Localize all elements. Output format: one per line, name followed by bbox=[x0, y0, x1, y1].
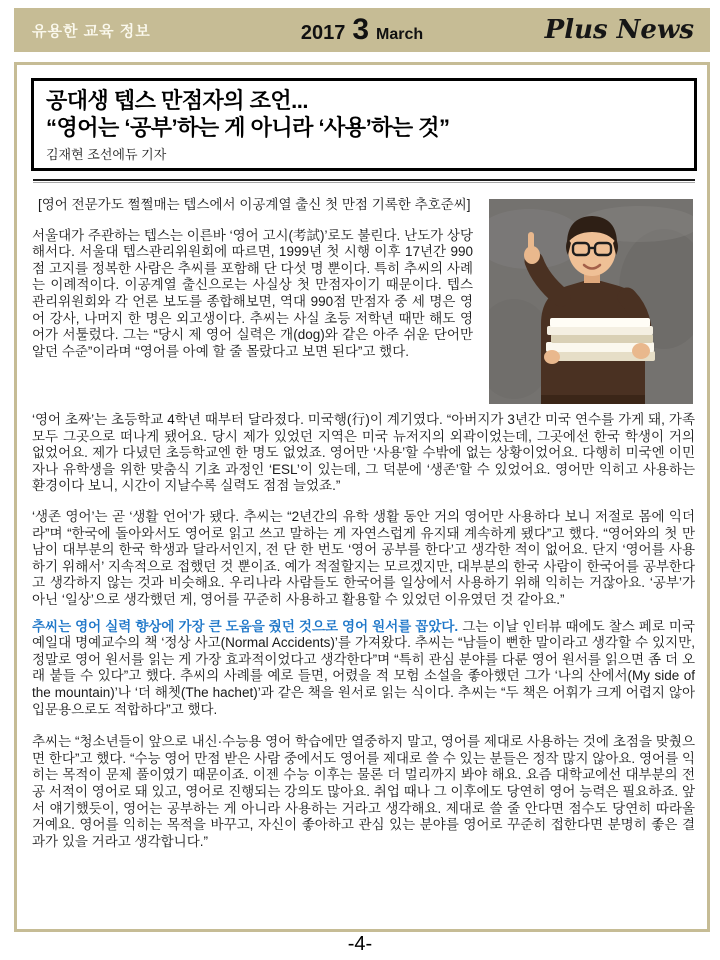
page-number: -4- bbox=[347, 933, 373, 955]
article-title-box bbox=[31, 78, 697, 171]
article-byline: 김재현 조선에듀 기자 bbox=[46, 147, 167, 163]
paragraph-4 bbox=[32, 619, 695, 719]
portrait-man-with-books-icon bbox=[489, 199, 693, 404]
article-title-line1: 공대생 텝스 만점자의 조언... bbox=[46, 88, 308, 113]
article-body bbox=[32, 197, 695, 850]
article-photo bbox=[489, 199, 693, 404]
paragraph-4-rest: 그는 이날 인터뷰 때에도 찰스 페로 미국 예일대 명예교수의 책 ‘정상 사고(Normal Accidents)’를 가져왔다. 추씨는 “남들이 뻔한 말이라고 생각할 수 있지만, 정말로 영어 원서를 읽는 게 가장 효과적이었다고 생각한다”며 “특히 관심 분야를 다룬 영어 원서를 읽으면 좀 더 오래 붙들 수 있다”고 했다. 추씨의 사례를 예로 들면, 어렸을 적 모험 소설을 좋아했던 그가 ‘나의 산에서(My side of the mountain)’나 ‘더 해쳇(The hachet)’과 같은 책을 원서로 읽는 식이다. 추씨는 “두 책은 어휘가 크게 어렵지 않아 입문용으로도 적합하다”고 했다. bbox=[32, 618, 695, 717]
brand-logo-text: Plus News bbox=[544, 15, 694, 45]
paragraph-2: ‘영어 초짜’는 초등학교 4학년 때부터 달라졌다. 미국행(行)이 계기였다. “아버지가 3년간 미국 연수를 가게 돼, 가족 모두 그곳으로 떠나게 됐어요. 당시 제가 있었던 지역은 미국 뉴저지의 외곽이었는데, 그곳에선 한국 학생이 거의 없었어요. 제가 다녔던 초등학교엔 한 명도 없었죠. 영어만 ‘사용’할 수밖에 없는 상황이었어요. 다행히 미국엔 이민자나 유학생을 위한 맞춤식 기초 과정인 ‘ESL’이 있는데, 그 덕분에 ‘생존’할 수 있었어요. 영어만 익히고 사용하는 환경이다 보니, 시간이 지날수록 실력도 점점 늘었죠.” bbox=[32, 412, 695, 494]
paragraph-3: ‘생존 영어’는 곧 ‘생활 언어’가 됐다. 추씨는 “2년간의 유학 생활 동안 거의 영어만 사용하다 보니 저절로 몸에 익더라”며 “한국에 돌아와서도 영어로 읽고 쓰고 말하는 게 자연스럽게 유지돼 계속하게 됐다”고 했다. “영어와의 첫 만남이 대부분의 한국 학생과 달라서인지, 전 단 한 번도 ‘영어 공부를 한다’고 생각한 적이 없어요. 단지 ‘영어를 사용하기 위해서’ 지속적으로 접했던 것 뿐이죠. 예가 적절할지는 모르겠지만, 대부분의 한국 사람이 한국어를 공부한다고 생각하지 않는 것과 비슷해요. 우리나라 사람들도 한국어를 일상에서 사용하기 위해 익히는 거잖아요. ‘공부’가 아닌 ‘일상’으로 생각했던 게, 영어를 꾸준히 사용하고 활용할 수 있었던 이유였던 것 같아요.” bbox=[32, 509, 696, 608]
header-month-number: 3 bbox=[352, 13, 370, 46]
header-section-label: 유용한 교육 정보 bbox=[32, 22, 151, 40]
paragraph-4-lead: 추씨는 영어 실력 향상에 가장 큰 도움을 줬던 것으로 영어 원서를 꼽았다. bbox=[32, 618, 459, 634]
article-title-line2: “영어는 ‘공부’하는 게 아니라 ‘사용’하는 것” bbox=[46, 115, 450, 141]
paragraph-5: 추씨는 “청소년들이 앞으로 내신·수능용 영어 학습에만 열중하지 말고, 영어를 제대로 사용하는 것에 초점을 맞췄으면 한다”고 했다. “수능 영어 만점 받은 사람 중에서도 영어를 제대로 쓸 수 있는 분들은 정작 많지 않아요. 영어를 익히는 목적이 문제 풀이였기 때문이죠. 이젠 수능 이후는 물론 더 멀리까지 봐야 해요. 요즘 대학교에선 대부분의 전공 서적이 영어로 돼 있고, 영어로 진행되는 강의도 많아요. 취업 때나 그 이후에도 당연히 영어 능력은 필요하죠. 앞서 얘기했듯이, 영어는 공부하는 게 아니라 사용하는 거라고 생각해요. 제대로 쓸 줄 안다면 점수도 당연히 따라올 거예요. 영어를 익히는 목적을 바꾸고, 자신이 좋아하고 관심 있는 분야를 영어로 꾸준히 접한다면 분명히 좋은 결과가 있을 거라고 생각합니다.” bbox=[32, 734, 695, 849]
paragraph-1: 서울대가 주관하는 텝스는 이른바 ‘영어 고시(考試)’로도 불린다. 난도가 상당해서다. 서울대 텝스관리위원회에 따르면, 1999년 첫 시행 이후 17년간 990점 고지를 정복한 사람은 추씨를 포함해 단 다섯 명 뿐이다. 특히 추씨의 사례는 이례적이다. 이공계열 출신으로는 사실상 첫 만점자이기 때문이다. 텝스관리위원회와 각 언론 보도를 종합해보면, 역대 990점 만점자 중 세 명은 영어 강사, 나머지 한 명은 외고생이다. 추씨는 사실 초등 저학년 때만 해도 영어가 서툴렀다. 그는 “당시 제 영어 실력은 개(dog)와 같은 아주 쉬운 단어만 알던 수준”이라며 “영어를 아예 할 줄 몰랐다고 보면 된다”고 했다. bbox=[32, 227, 473, 359]
content-box bbox=[14, 62, 710, 932]
title-divider bbox=[33, 179, 695, 183]
photo-caption: [영어 전문가도 쩔쩔매는 텝스에서 이공계열 출신 첫 만점 기록한 추호준씨] bbox=[38, 197, 471, 213]
header-date bbox=[301, 13, 423, 47]
header-year: 2017 bbox=[300, 22, 346, 44]
header-bar bbox=[14, 8, 710, 52]
header-month-name: March bbox=[376, 26, 424, 43]
